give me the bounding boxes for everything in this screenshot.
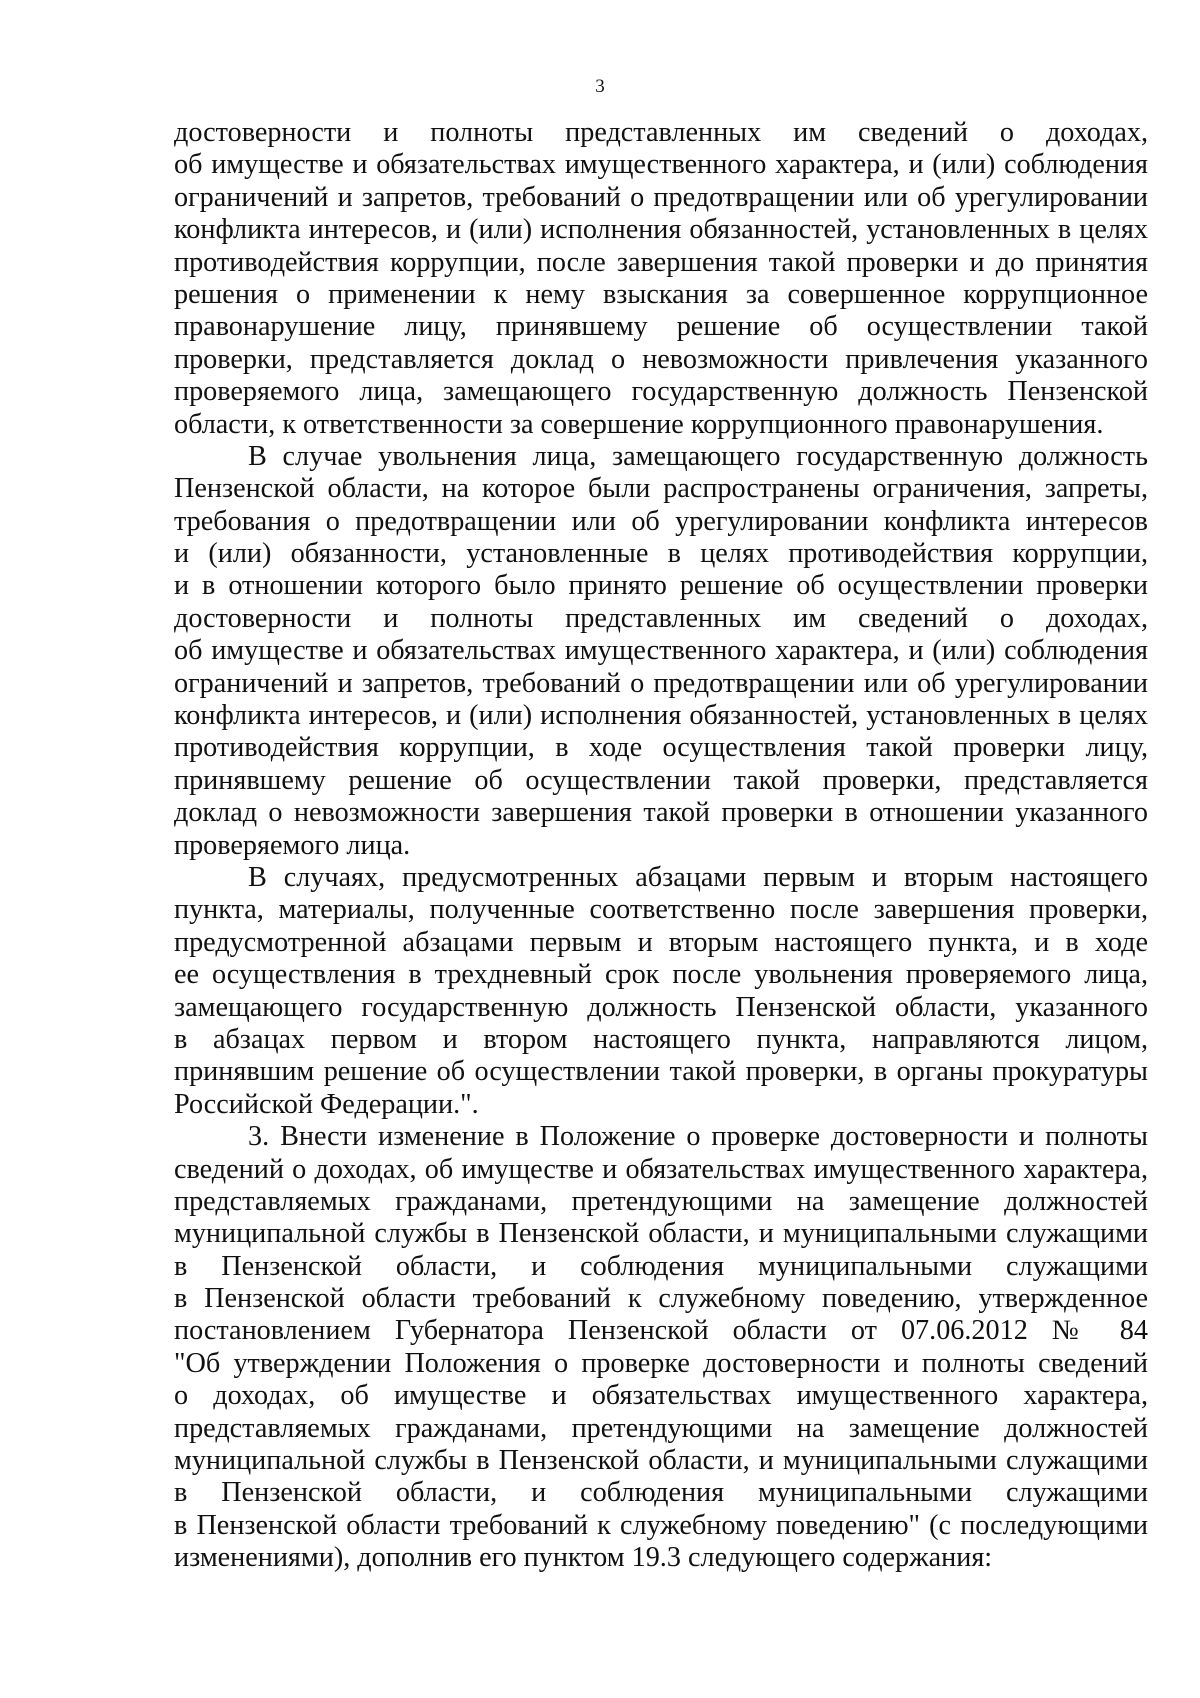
text-line: принявшему решение об осуществлении такой проверки, представляется — [174, 764, 1148, 796]
page-number: 3 — [595, 76, 605, 97]
text-line: ограничений и запретов, требований о предотвращении или об урегулировании — [174, 667, 1148, 699]
text-line: решения о применении к нему взыскания за совершенное коррупционное — [174, 278, 1148, 310]
text-line: об имуществе и обязательствах имущественного характера, и (или) соблюдения — [174, 635, 1148, 667]
text-line: требования о предотвращении или об урегулировании конфликта интересов — [174, 505, 1148, 537]
text-line: о доходах, об имуществе и обязательствах имущественного характера, — [174, 1380, 1148, 1412]
text-line: "Об утверждении Положения о проверке достоверности и полноты сведений — [174, 1347, 1148, 1379]
text-line: в абзацах первом и втором настоящего пункта, направляются лицом, — [174, 1023, 1148, 1055]
text-line: и в отношении которого было принято решение об осуществлении проверки — [174, 570, 1148, 602]
text-line: ее осуществления в трехдневный срок после увольнения проверяемого лица, — [174, 959, 1148, 991]
text-line: области, к ответственности за совершение коррупционного правонарушения. — [174, 408, 1104, 440]
text-line: В случае увольнения лица, замещающего государственную должность — [248, 440, 1148, 472]
paragraph — [174, 441, 1148, 862]
text-line: противодействия коррупции, в ходе осуществления такой проверки лицу, — [174, 732, 1148, 764]
text-line: проверяемого лица. — [174, 829, 411, 861]
text-line: противодействия коррупции, после завершения такой проверки и до принятия — [174, 246, 1148, 278]
text-line: достоверности и полноты представленных им сведений о доходах, — [174, 117, 1148, 148]
text-line: в Пензенской области требований к служебному поведению" (с последующими — [174, 1509, 1148, 1541]
text-line: Пензенской области, на которое были распространены ограничения, запреты, — [174, 473, 1148, 505]
text-line: достоверности и полноты представленных им сведений о доходах, — [174, 602, 1148, 634]
text-line: принявшим решение об осуществлении такой проверки, в органы прокуратуры — [174, 1056, 1148, 1088]
text-line: сведений о доходах, об имуществе и обязательствах имущественного характера, — [174, 1153, 1148, 1185]
text-line: замещающего государственную должность Пензенской области, указанного — [174, 991, 1148, 1023]
text-line: изменениями), дополнив его пунктом 19.3 следующего содержания: — [174, 1542, 993, 1574]
paragraph — [174, 862, 1148, 1121]
text-line: 3. Внести изменение в Положение о проверке достоверности и полноты — [248, 1121, 1148, 1153]
text-line: в Пензенской области требований к служебному поведению, утвержденное — [174, 1283, 1148, 1315]
text-line: постановлением Губернатора Пензенской области от 07.06.2012 № 84 — [174, 1315, 1148, 1347]
text-line: и (или) обязанности, установленные в целях противодействия коррупции, — [174, 538, 1148, 570]
text-line: проверки, представляется доклад о невозможности привлечения указанного — [174, 343, 1148, 375]
text-line: предусмотренной абзацами первым и вторым настоящего пункта, и в ходе — [174, 926, 1148, 958]
text-line: Российской Федерации.". — [174, 1088, 479, 1120]
text-line: конфликта интересов, и (или) исполнения обязанностей, установленных в целях — [174, 700, 1148, 732]
text-line: об имуществе и обязательствах имущественного характера, и (или) соблюдения — [174, 149, 1148, 181]
text-line: в Пензенской области, и соблюдения муниципальными служащими — [174, 1477, 1148, 1509]
text-line: конфликта интересов, и (или) исполнения обязанностей, установленных в целях — [174, 214, 1148, 246]
text-line: пункта, материалы, полученные соответственно после завершения проверки, — [174, 894, 1148, 926]
paragraph — [174, 117, 1148, 441]
text-line: муниципальной службы в Пензенской области, и муниципальными служащими — [174, 1445, 1148, 1477]
paragraph — [174, 1121, 1148, 1574]
text-line: муниципальной службы в Пензенской области, и муниципальными служащими — [174, 1218, 1148, 1250]
text-line: представляемых гражданами, претендующими на замещение должностей — [174, 1412, 1148, 1444]
text-line: представляемых гражданами, претендующими на замещение должностей — [174, 1185, 1148, 1217]
text-line: В случаях, предусмотренных абзацами первым и вторым настоящего — [248, 861, 1148, 893]
text-line: ограничений и запретов, требований о предотвращении или об урегулировании — [174, 181, 1148, 213]
text-line: правонарушение лицу, принявшему решение об осуществлении такой — [174, 311, 1148, 343]
text-line: в Пензенской области, и соблюдения муниципальными служащими — [174, 1250, 1148, 1282]
text-line: доклад о невозможности завершения такой проверки в отношении указанного — [174, 797, 1148, 829]
document-body — [174, 117, 1148, 1575]
text-line: проверяемого лица, замещающего государственную должность Пензенской — [174, 376, 1148, 408]
